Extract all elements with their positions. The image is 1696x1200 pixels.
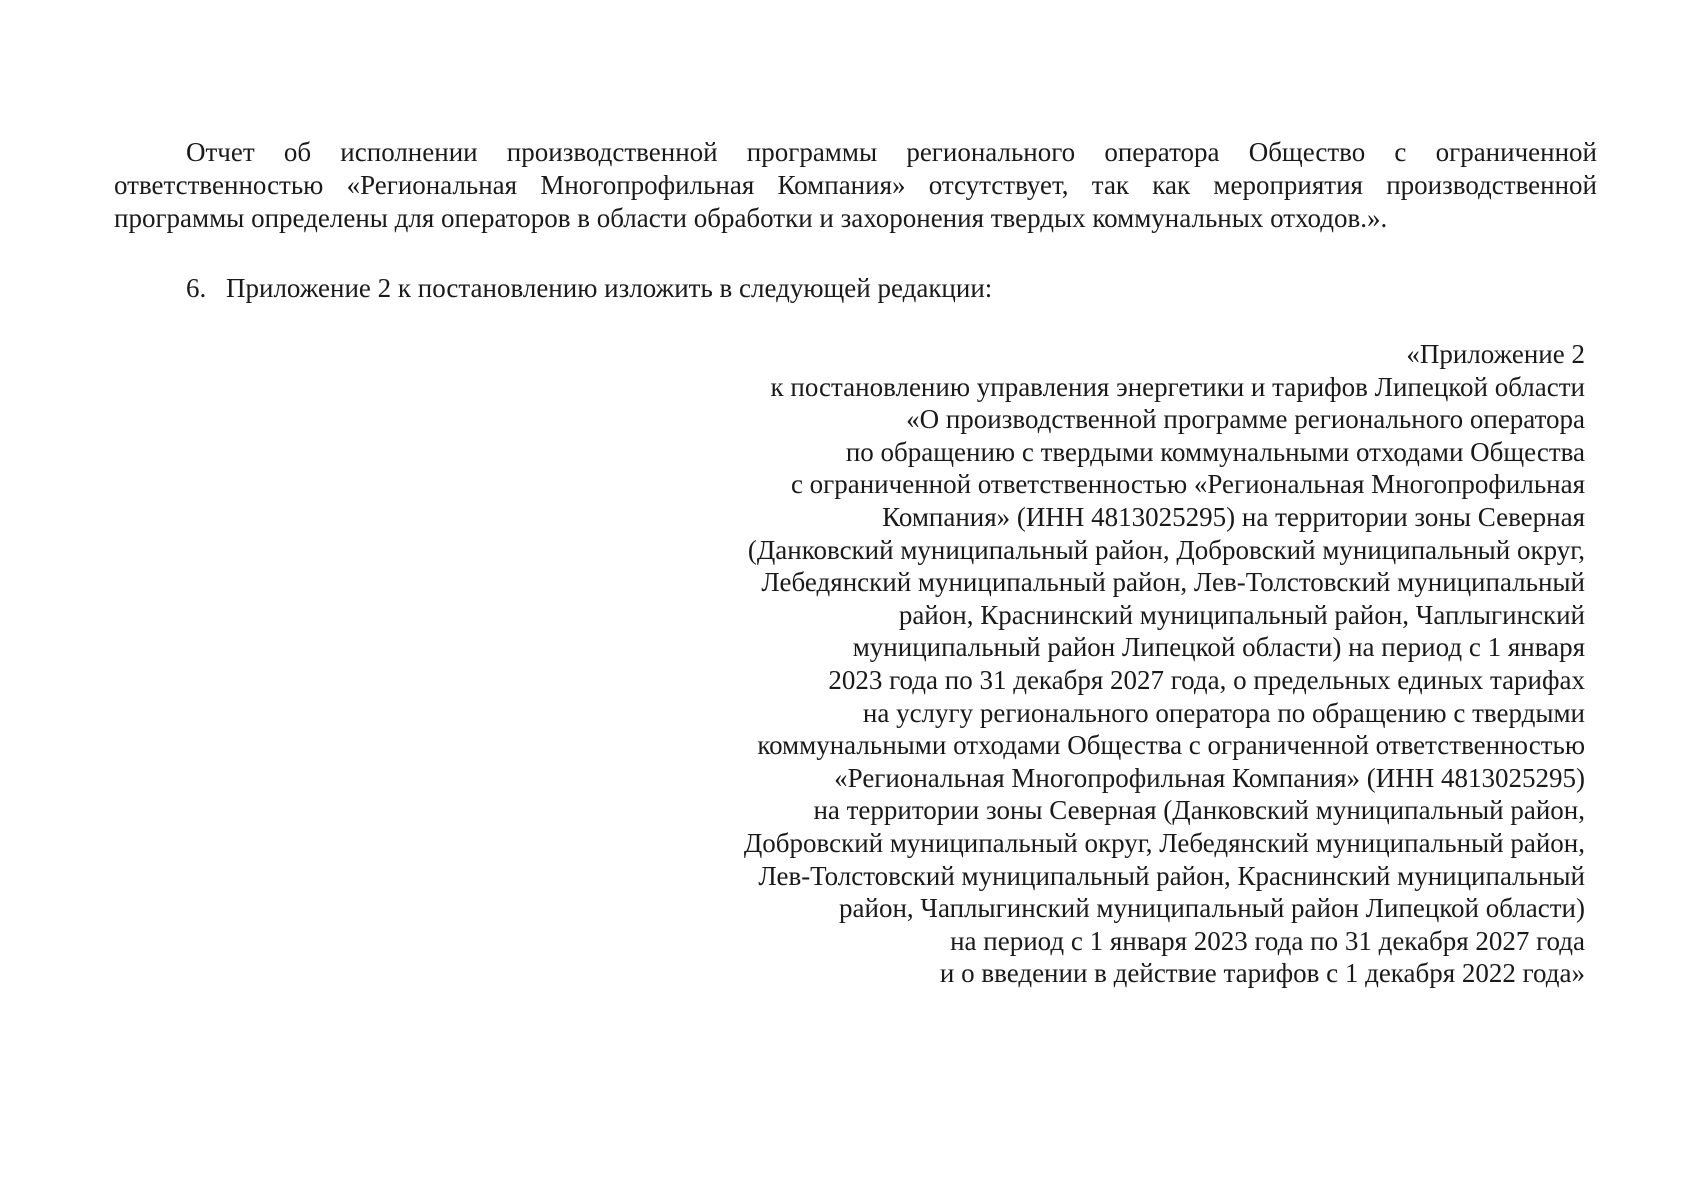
appendix-header-line: коммунальными отходами Общества с ограниченной ответственностью	[757, 730, 1585, 761]
appendix-header-line: по обращению с твердыми коммунальными отходами Общества	[845, 436, 1585, 467]
item-6-number: 6.	[186, 273, 207, 303]
appendix-header-line: с ограниченной ответственностью «Региональная Многопрофильная	[790, 469, 1585, 500]
appendix-header-line: к постановлению управления энергетики и тарифов Липецкой области	[770, 371, 1585, 402]
appendix-header-line: Лев-Толстовский муниципальный район, Краснинский муниципальный	[758, 860, 1585, 891]
appendix-header-line: «Приложение 2	[1406, 339, 1585, 369]
appendix-header-line: Лебедянский муниципальный район, Лев-Толстовский муниципальный	[761, 567, 1585, 598]
appendix-header-line: 2023 года по 31 декабря 2027 года, о предельных единых тарифах	[828, 664, 1585, 695]
appendix-header-line: район, Краснинский муниципальный район, Чаплыгинский	[898, 599, 1585, 630]
appendix-header-line: на территории зоны Северная (Данковский муниципальный район,	[813, 795, 1585, 826]
appendix-header-line: «О производственной программе регионального оператора	[906, 404, 1585, 435]
appendix-header-block	[585, 338, 1585, 990]
report-paragraph: Отчет об исполнении производственной программы регионального оператора Общество с ограниченной ответственностью «Региональная Многопрофильная Компания» отсутствует, так как мероприятия производственной программы определены для операторов в области обработки и захоронения твердых коммунальных отходов.».	[114, 137, 1597, 233]
appendix-header-line: и о введении в действие тарифов с 1 декабря 2022 года»	[939, 958, 1585, 989]
appendix-header-line: на период с 1 января 2023 года по 31 декабря 2027 года	[950, 925, 1585, 956]
appendix-header-line: Добровский муниципальный округ, Лебедянский муниципальный район,	[743, 827, 1585, 858]
appendix-header-line: Компания» (ИНН 4813025295) на территории зоны Северная	[882, 501, 1585, 532]
appendix-header-line: на услугу регионального оператора по обращению с твердыми	[862, 697, 1585, 728]
item-6-text: Приложение 2 к постановлению изложить в следующей редакции:	[226, 273, 993, 303]
appendix-header-line: район, Чаплыгинский муниципальный район Липецкой области)	[839, 893, 1585, 924]
appendix-header-line: «Региональная Многопрофильная Компания» (ИНН 4813025295)	[834, 762, 1585, 793]
appendix-header-line: муниципальный район Липецкой области) на период с 1 января	[852, 632, 1585, 663]
item-6-paragraph	[186, 272, 1486, 305]
appendix-header-line: (Данковский муниципальный район, Добровский муниципальный округ,	[747, 534, 1585, 565]
